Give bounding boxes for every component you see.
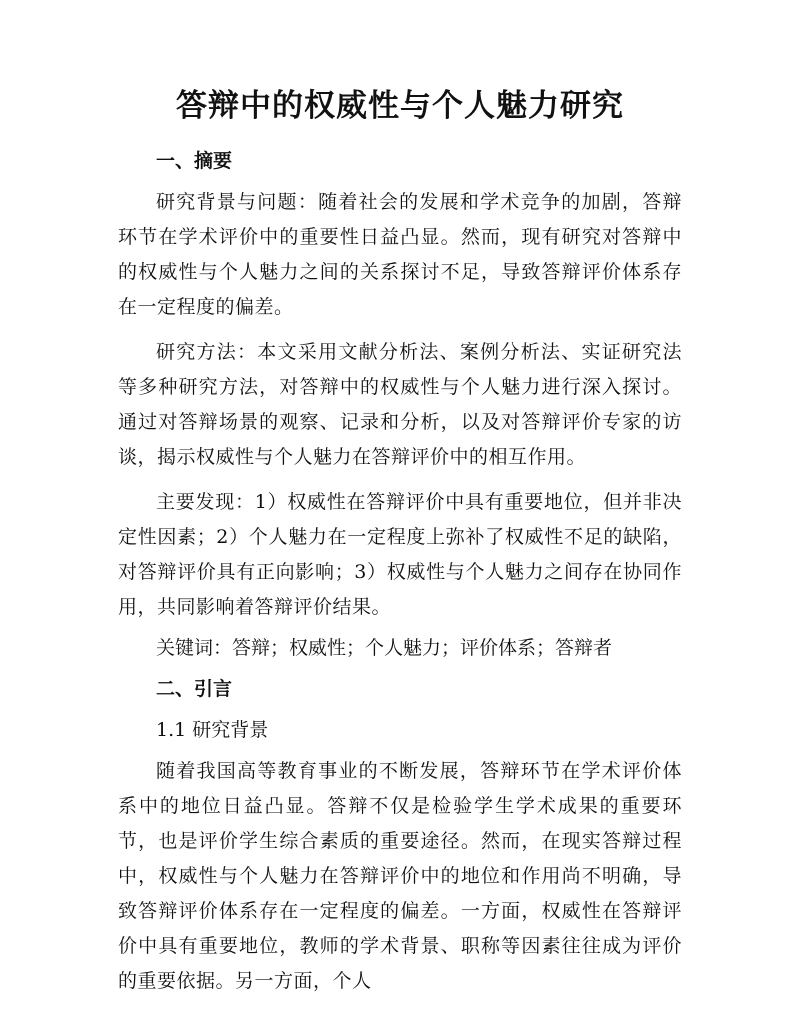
abstract-keywords: 关键词：答辩；权威性；个人魅力；评价体系；答辩者 xyxy=(156,637,613,659)
document-title: 答辩中的权威性与个人魅力研究 xyxy=(176,88,624,124)
introduction-paragraph: 随着我国高等教育事业的不断发展，答辩环节在学术评价体系中的地位日益凸显。答辩不仅是检验学生学术成果的重要环节，也是评价学生综合素质的重要途径。然而，在现实答辩过程中，权威性与个人魅力在答辩评价中的地位和作用尚不明确，导致答辩评价体系存在一定程度的偏差。一方面，权威性在答辩评价中具有重要地位，教师的学术背景、职称等因素往往成为评价的重要依据。另一方面，个人 xyxy=(118,760,682,992)
abstract-paragraph-methods: 研究方法：本文采用文献分析法、案例分析法、实证研究法等多种研究方法，对答辩中的权威性与个人魅力进行深入探讨。通过对答辩场景的观察、记录和分析，以及对答辩评价专家的访谈，揭示权威性与个人魅力在答辩评价中的相互作用。 xyxy=(118,341,682,468)
introduction-heading: 二、引言 xyxy=(156,678,233,700)
abstract-paragraph-background: 研究背景与问题：随着社会的发展和学术竞争的加剧，答辩环节在学术评价中的重要性日益凸显。然而，现有研究对答辩中的权威性与个人魅力之间的关系探讨不足，导致答辩评价体系存在一定程度的偏差。 xyxy=(118,191,682,318)
research-background-subheading: 1.1 研究背景 xyxy=(156,719,269,741)
abstract-paragraph-findings: 主要发现：1）权威性在答辩评价中具有重要地位，但并非决定性因素；2）个人魅力在一定程度上弥补了权威性不足的缺陷，对答辩评价具有正向影响；3）权威性与个人魅力之间存在协同作用，共同影响着答辩评价结果。 xyxy=(118,491,682,618)
abstract-heading: 一、摘要 xyxy=(156,150,233,172)
